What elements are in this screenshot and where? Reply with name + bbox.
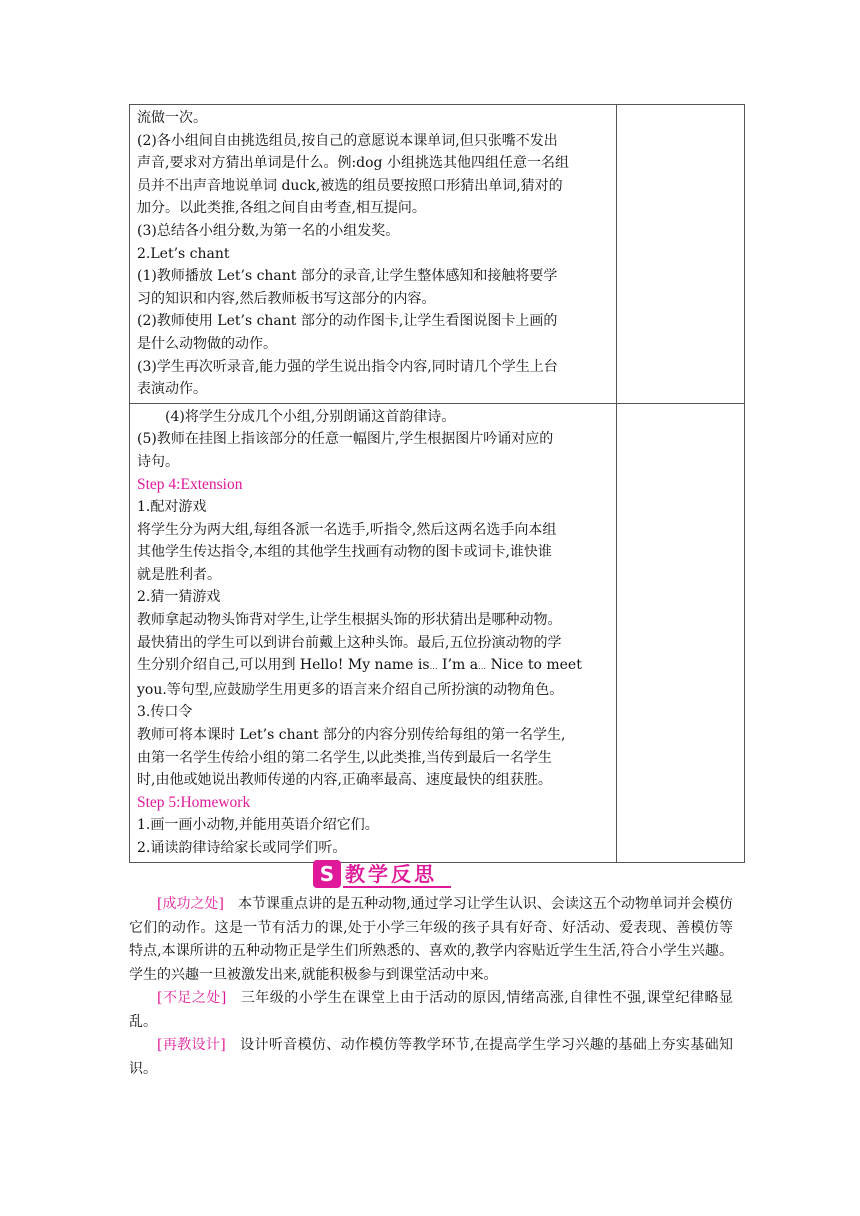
ellipsis: …: [478, 662, 487, 672]
text-line: 2.猜一猜游戏: [137, 589, 221, 606]
text-line: 表演动作。: [137, 381, 207, 398]
step5-heading: Step 5:Homework: [137, 793, 251, 811]
text-line: 教师可将本课时 Let’s chant 部分的内容分别传给每组的第一名学生,: [137, 727, 566, 744]
text-line: 2.Let’s chant: [137, 245, 230, 262]
section-banner: [313, 860, 449, 888]
redesign-paragraph: [129, 1034, 733, 1081]
text-line: 3.传口令: [137, 704, 193, 721]
text-line: 声音,要求对方猜出单词是什么。例:dog 小组挑选其他四组任意一名组: [137, 155, 569, 172]
text-line: 由第一名学生传给小组的第二名学生,以此类推,当传到最后一名学生: [137, 749, 552, 766]
text-line: 2.诵读韵律诗给家长或同学们听。: [137, 840, 347, 856]
procedure-cell: [130, 105, 617, 404]
text-fragment: I’m a: [442, 657, 479, 674]
text-line: 其他学生传达指令,本组的其他学生找画有动物的图卡或词卡,谁快谁: [137, 544, 552, 561]
procedure-cell: [130, 403, 617, 862]
text-line: [137, 654, 610, 679]
title-underline: [343, 886, 451, 888]
text-line: (5)教师在挂图上指该部分的任意一幅图片,学生根据图片吟诵对应的: [137, 431, 554, 448]
text-fragment: 生分别介绍自己,可以用到 Hello! My name is: [137, 657, 430, 674]
table-row: [130, 403, 745, 862]
text-line: 流做一次。: [137, 110, 207, 126]
notes-cell: [617, 403, 745, 862]
redesign-tag: [再教设计]: [157, 1037, 226, 1053]
s-logo-icon: [313, 860, 341, 888]
ellipsis: …: [429, 662, 438, 672]
text-line: 教师拿起动物头饰背对学生,让学生根据头饰的形状猜出是哪种动物。: [137, 612, 562, 629]
text-line: (1)教师播放 Let’s chant 部分的录音,让学生整体感知和接触将要学: [137, 268, 558, 285]
text-line: (3)总结各小组分数,为第一名的小组发奖。: [137, 222, 400, 239]
text-line: 就是胜利者。: [137, 566, 221, 583]
text-line: 诗句。: [137, 453, 179, 470]
success-tag: [成功之处]: [157, 896, 224, 912]
text-line: (4)将学生分成几个小组,分别朗诵这首韵律诗。: [165, 408, 456, 425]
text-line: 时,由他或她说出教师传递的内容,正确率最高、速度最快的组获胜。: [137, 772, 552, 789]
success-paragraph: [129, 893, 733, 987]
text-line: 加分。以此类推,各组之间自由考查,相互提问。: [137, 200, 426, 217]
text-line: you.等句型,应鼓励学生用更多的语言来介绍自己所扮演的动物角色。: [137, 681, 564, 698]
text-line: 将学生分为两大组,每组各派一名选手,听指令,然后这两名选手向本组: [137, 521, 557, 538]
lesson-plan-table: [129, 104, 745, 863]
reflection-section: [129, 893, 733, 1081]
lack-tag: [不足之处]: [157, 990, 227, 1006]
text-line: (2)教师使用 Let’s chant 部分的动作图卡,让学生看图说图卡上画的: [137, 313, 558, 330]
table-row: [130, 105, 745, 404]
text-fragment: Nice to meet: [490, 657, 582, 674]
lack-text: 三年级的小学生在课堂上由于活动的原因,情绪高涨,自律性不强,课堂纪律略显乱。: [129, 990, 733, 1030]
logo-letter: S: [319, 862, 335, 886]
text-line: 习的知识和内容,然后教师板书写这部分的内容。: [137, 290, 436, 307]
text-line: 员并不出声音地说单词 duck,被选的组员要按照口形猜出单词,猜对的: [137, 177, 563, 194]
text-line: 1.画一画小动物,并能用英语介绍它们。: [137, 817, 379, 834]
redesign-text: 设计听音模仿、动作模仿等教学环节,在提高学生学习兴趣的基础上夯实基础知识。: [129, 1037, 733, 1077]
section-title: 教学反思: [345, 862, 437, 886]
text-line: (3)学生再次听录音,能力强的学生说出指令内容,同时请几个学生上台: [137, 358, 558, 375]
text-line: 是什么动物做的动作。: [137, 335, 277, 352]
success-text: 本节课重点讲的是五种动物,通过学习让学生认识、会读这五个动物单词并会模仿它们的动作。这是一节有活力的课,处于小学三年级的孩子具有好奇、好活动、爱表现、善模仿等特点,本课所讲的五种动物正是学生们所熟悉的、喜欢的,教学内容贴近学生生活,符合小学生兴趣。学生的兴趣一旦被激发出来,就能积极参与到课堂活动中来。: [129, 896, 733, 983]
notes-cell: [617, 105, 745, 404]
text-line: 最快猜出的学生可以到讲台前戴上这种头饰。最后,五位扮演动物的学: [137, 634, 562, 651]
text-line: (2)各小组间自由挑选组员,按自己的意愿说本课单词,但只张嘴不发出: [137, 132, 558, 149]
step4-heading: Step 4:Extension: [137, 475, 243, 493]
text-line: 1.配对游戏: [137, 499, 207, 516]
lack-paragraph: [129, 987, 733, 1034]
